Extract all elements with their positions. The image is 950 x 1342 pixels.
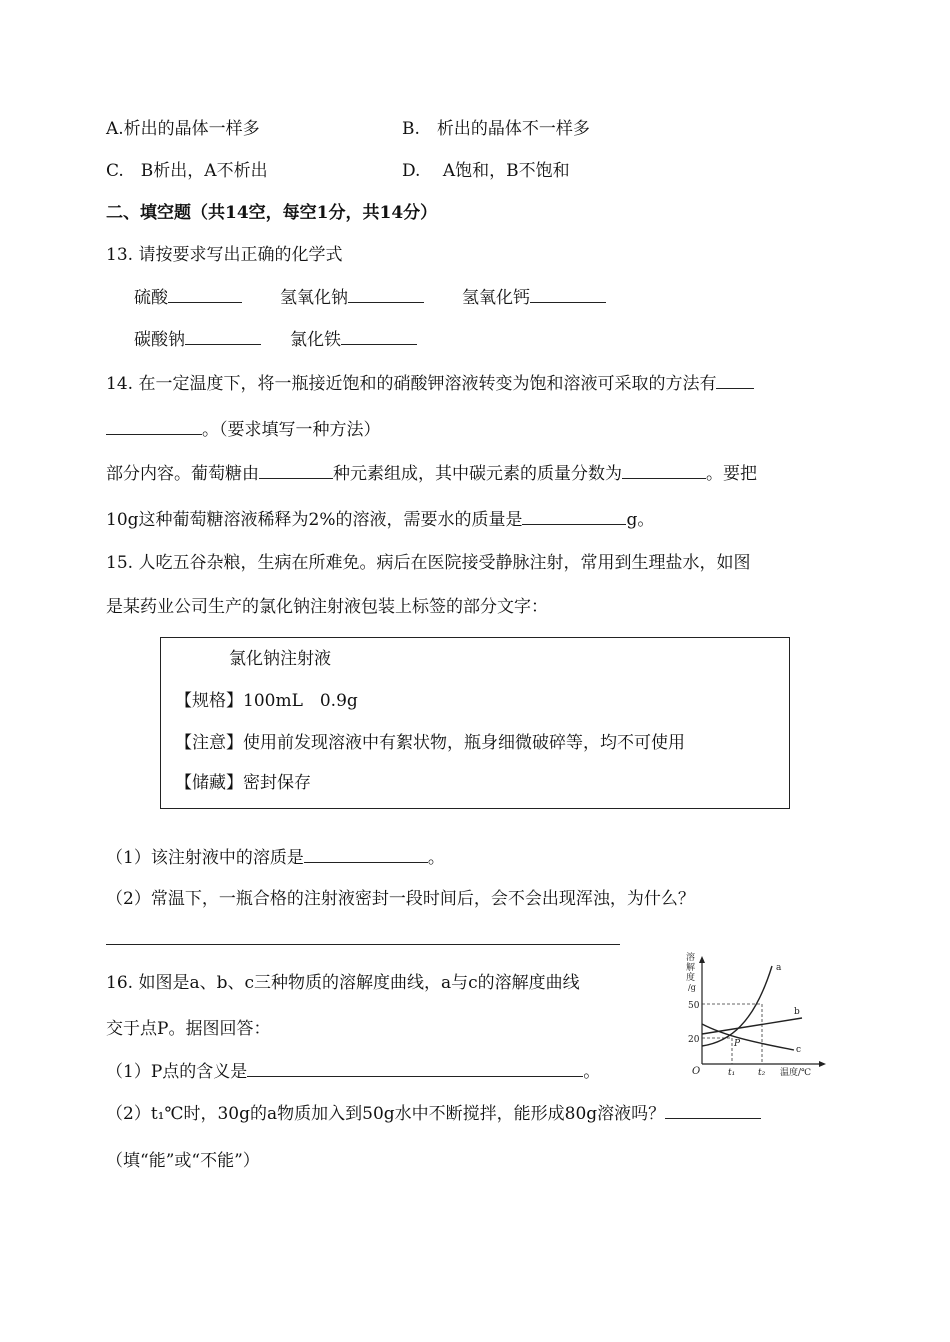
curve-b-label: b — [794, 1007, 800, 1017]
answer-blank[interactable] — [341, 328, 417, 345]
curve-c — [702, 1024, 794, 1050]
q15-sub1-end: 。 — [427, 848, 445, 868]
q13-stem: 13. 请按要求写出正确的化学式 — [106, 245, 343, 265]
answer-blank[interactable] — [106, 928, 620, 945]
q13-item-4 — [134, 328, 261, 351]
answer-blank[interactable] — [522, 508, 626, 525]
q13-item-label: 氢氧化钙 — [462, 288, 530, 308]
label-spec: 【规格】100mL 0.9g — [175, 691, 358, 711]
label-title: 氯化钠注射液 — [229, 649, 331, 669]
q14-line2 — [106, 418, 381, 441]
q14-line4-b: g。 — [626, 510, 655, 530]
option-b: B. 析出的晶体不一样多 — [402, 119, 590, 139]
q15-sub1 — [106, 846, 445, 869]
x-axis-arrow — [819, 1061, 826, 1067]
q16-sub1 — [106, 1060, 600, 1083]
solubility-graph — [684, 946, 834, 1078]
y-tick-20: 20 — [688, 1035, 700, 1045]
answer-blank[interactable] — [716, 372, 754, 389]
q16-stem-2: 交于点P。据图回答： — [106, 1019, 271, 1039]
y-label-3: 度 — [686, 973, 696, 983]
answer-blank[interactable] — [168, 286, 242, 303]
q15-stem-2: 是某药业公司生产的氯化钠注射液包装上标签的部分文字： — [106, 597, 548, 617]
q14-tail: 。（要求填写一种方法） — [202, 420, 381, 440]
answer-blank[interactable] — [259, 462, 333, 479]
curve-a — [702, 966, 772, 1046]
curve-c-label: c — [796, 1045, 802, 1055]
q13-item-label: 氯化铁 — [290, 330, 341, 350]
answer-blank[interactable] — [348, 286, 424, 303]
answer-blank[interactable] — [106, 418, 202, 435]
y-unit: /g — [688, 983, 696, 992]
q14-line3-c: 。要把 — [706, 464, 757, 484]
answer-blank[interactable] — [622, 462, 706, 479]
q14-line3-b: 种元素组成，其中碳元素的质量分数为 — [333, 464, 622, 484]
x-tick-t1: t₁ — [728, 1068, 736, 1078]
q14-line3 — [106, 462, 757, 485]
y-axis-arrow — [699, 956, 705, 963]
q15-sub1-text: （1）该注射液中的溶质是 — [106, 848, 304, 868]
answer-blank[interactable] — [665, 1102, 761, 1119]
q16-sub3: （填“能”或“不能”） — [106, 1151, 260, 1171]
x-tick-t2: t₂ — [758, 1068, 766, 1078]
curve-b — [702, 1018, 802, 1034]
origin-label: O — [692, 1066, 701, 1077]
q14-stem-text: 14. 在一定温度下，将一瓶接近饱和的硝酸钾溶液转变为饱和溶液可采取的方法有 — [106, 374, 717, 394]
q16-stem-1: 16. 如图是a、b、c三种物质的溶解度曲线，a与c的溶解度曲线 — [106, 973, 580, 993]
q14-line4 — [106, 508, 654, 531]
answer-blank[interactable] — [185, 328, 261, 345]
q14-line3-a: 部分内容。葡萄糖由 — [106, 464, 259, 484]
option-d: D. A饱和，B不饱和 — [402, 161, 570, 181]
q14-line4-a: 10g这种葡萄糖溶液稀释为2%的溶液，需要水的质量是 — [106, 510, 523, 530]
y-tick-50: 50 — [688, 1001, 700, 1011]
q14-stem — [106, 372, 754, 395]
q16-sub1-end: 。 — [583, 1062, 601, 1082]
q13-item-1 — [134, 286, 242, 309]
q13-item-3 — [462, 286, 606, 309]
label-store: 【储藏】密封保存 — [175, 773, 311, 793]
curve-a-label: a — [776, 963, 782, 973]
section-title: 二、填空题（共14空，每空1分，共14分） — [106, 203, 438, 223]
q15-stem-1: 15. 人吃五谷杂粮，生病在所难免。病后在医院接受静脉注射，常用到生理盐水，如图 — [106, 553, 751, 573]
q16-sub1-text: （1）P点的含义是 — [106, 1062, 248, 1082]
answer-blank[interactable] — [530, 286, 606, 303]
q15-answer-line — [106, 928, 620, 951]
q13-item-label: 氢氧化钠 — [280, 288, 348, 308]
answer-blank[interactable] — [247, 1060, 583, 1077]
y-label-1: 溶 — [686, 953, 696, 963]
q13-item-label: 碳酸钠 — [134, 330, 185, 350]
option-c: C. B析出，A不析出 — [106, 161, 268, 181]
q15-sub2: （2）常温下，一瓶合格的注射液密封一段时间后，会不会出现浑浊，为什么？ — [106, 889, 695, 909]
x-axis-label: 温度/℃ — [780, 1068, 812, 1078]
point-p-label: P — [734, 1039, 741, 1049]
q16-sub2-text: （2）t₁℃时，30g的a物质加入到50g水中不断搅拌，能形成80g溶液吗？ — [106, 1104, 666, 1124]
q13-item-2 — [280, 286, 424, 309]
option-a: A.析出的晶体一样多 — [106, 119, 260, 139]
q13-item-label: 硫酸 — [134, 288, 168, 308]
label-note: 【注意】使用前发现溶液中有絮状物，瓶身细微破碎等，均不可使用 — [175, 733, 685, 753]
label-box — [160, 637, 790, 809]
answer-blank[interactable] — [304, 846, 428, 863]
q13-item-5 — [290, 328, 417, 351]
y-label-2: 解 — [686, 963, 696, 973]
q16-sub2 — [106, 1102, 761, 1125]
